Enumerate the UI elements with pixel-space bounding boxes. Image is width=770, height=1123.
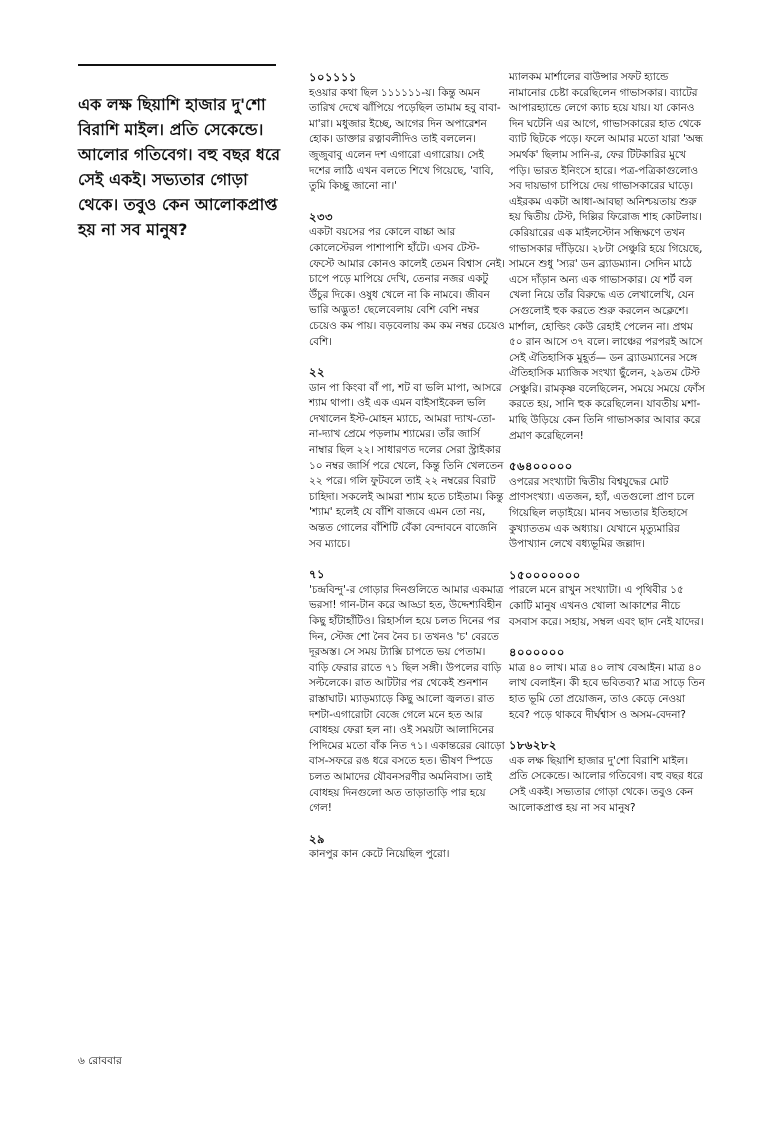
entry-number: ৪০০০০০০ [509,645,565,660]
entry-number: ২২ [309,365,325,380]
entry-text: ওপরের সংখ্যাটা দ্বিতীয় বিশ্বযুদ্ধের মোট প্রাণসংখ্যা। এতজন, হ্যাঁ, এতগুলো প্রাণ চলে গিয়েছিল লড়াইয়ে। মানব সভ্যতার ইতিহাসে কুখ্যাততম এক অধ্যায়। যেখানে মৃত্যুমারির উপাখ্যান লেখে বধ্যভূমির জল্লাদ। [509,475,695,551]
entry-text: ম্যালকম মার্শালের বাউন্সার সফট হ্যান্ডে নামানোর চেষ্টা করেছিলেন গাভাসকার। ব্যাটের আপারহ্যান্ডে লেগে ক্যাচ হয়ে যায়। যা কোনও দিন ঘটেনি এর আগে, গাভাসকারের হাত থেকে ব্যাট ছিটকে পড়ে। ফলে আমার মতো যারা 'অন্ধ সমর্থক' ছিলাম সানি-র, ফের টিটকারির মুখে পড়ি। ভারত ইনিংসে হারে। পত্র-পত্রিকাগুলোও সব দায়ভাগ চাপিয়ে দেয় গাভাসকারের ঘাড়ে। এইরকম একটা আধা-আবছা অনিশ্চয়তায় শুরু হয় দ্বিতীয় টেস্ট, দিল্লির ফিরোজ শাহ কোটলায়। কেরিয়ারের এক মাইলস্টোন সন্ধিক্ষণে তখন গাভাসকার দাঁড়িয়ে। ২৮টা সেঞ্চুরি হয়ে গিয়েছে, সামনে শুধু 'স্যর' ডন ব্র্যাডম্যান। সেদিন মাঠে এসে দাঁড়ান অন্য এক গাভাসকার। যে শর্ট বল খেলা নিয়ে তাঁর বিরুদ্ধে এত লেখালেখি, যেন সেগুলোই হুক করতে শুরু করলেন অক্লেশে। মার্শাল, হোল্ডিং কেউ রেহাই পেলেন না। প্রথম ৫০ রান আসে ৩৭ বলে। লাঞ্চের পরপরই আসে সেই ঐতিহাসিক মুহূর্ত— ডন ব্র্যাডম্যানের সঙ্গে ঐতিহাসিক ম্যাজিক সংখ্যা ছুঁলেন, ২৯তম টেস্ট সেঞ্চুরি। রামকৃষ্ণ বলেছিলেন, সময়ে সময়ে ফোঁস করতে হয়, সানি হুক করেছিলেন। যাবতীয় মশা-মাছি উড়িয়ে কেন তিনি গাভাসকার আবার করে প্রমাণ করেছিলেন! [509,71,705,442]
entry-number: ৫৬৪০০০০০ [509,459,573,474]
entry-71 [309,567,505,817]
article-column-1 [309,70,505,878]
entry-101111 [309,70,505,195]
entry-number: ১০১১১১ [309,70,357,84]
entry-number: ২৯ [309,831,325,846]
entry-56400000 [509,459,705,553]
entry-text: মাত্র ৪০ লাখ। মাত্র ৪০ লাখ বেআইন। মাত্র ৪০ লাখ বেলাইন। কী হবে ভবিতব্য? মাত্র সাড়ে তিন হাত ভূমি তো প্রয়োজন, তাও কেড়ে নেওয়া হবে? পড়ে থাকবে দীর্ঘশ্বাস ও অসম-বেদনা? [509,661,705,721]
pull-quote: এক লক্ষ ছিয়াশি হাজার দু'শো বিরাশি মাইল। প্রতি সেকেন্ডে। আলোর গতিবেগ। বহু বছর ধরে সেই একই। সভ্যতার গোড়া থেকে। তবুও কেন আলোকপ্রাপ্ত হয় না সব মানুষ? [78,95,281,239]
entry-22 [309,365,505,552]
entry-29 [309,832,505,863]
entry-number: ২৩৩ [309,209,333,224]
entry-text: একটা বয়সের পর কোলে বাচ্চা আর কোলেস্টেরল পাশাপাশি হাঁটে। এসব টেস্ট-ফেস্টে আমার কোনও কালেই তেমন বিশ্বাস নেই। চাপে পড়ে মাপিয়ে দেখি, তেনার নজর একটু উঁচুর দিকে। ওষুধ খেলে না কি নামবে। জীবন ভারি অদ্ভুত! ছেলেবেলায় বেশি বেশি নম্বর চেয়েও কম পায়। বড়বেলায় কম কম নম্বর চেয়েও বেশি। [309,226,505,348]
entry-233 [309,210,505,350]
entry-text: ডান পা কিংবা বাঁ পা, শট বা ভলি মাপা, আসরে শ্যাম থাপা। ওই এক এমন বাইসাইকেল ভলি দেখালেন ইস্ট-মোহন ম্যাচে, আমরা দ্যাখ-তো-না-দ্যাখ প্রেমে পড়লাম শ্যামের। তাঁর জার্সি নাম্বার ছিল ২২। সাধারণত দলের সেরা স্ট্রাইকার ১০ নম্বর জার্সি পরে খেলে, কিন্তু তিনি খেলতেন ২২ পরে। গলি ফুটবলে তাই ২২ নম্বরের বিরাট চাহিদা। সকলেই আমরা শ্যাম হতে চাইতাম। কিন্তু 'শ্যাম' হলেই যে বাঁশি বাজবে এমন তো নয়, অন্তত গোলের বাঁশিটি বেঁকা বেন্দাবনে বাজেনি সব ম্যাচে। [309,381,504,550]
entry-186282 [509,738,705,816]
entry-text: কানপুর কান কেটে নিয়েছিল পুরো। [309,848,450,861]
entry-150000000 [509,568,705,630]
entry-number: ১৫০০০০০০০ [509,567,581,582]
top-rule [78,64,276,66]
entry-number: ১৮৬২৮২ [509,738,557,753]
entry-29-continued [509,70,705,444]
entry-4000000 [509,645,705,723]
entry-text: এক লক্ষ ছিয়াশি হাজার দু'শো বিরাশি মাইল। প্রতি সেকেন্ডে। আলোর গতিবেগ। বহু বছর ধরে সেই একই। সভ্যতার গোড়া থেকে। তবুও কেন আলোকপ্রাপ্ত হয় না সব মানুষ? [509,754,703,814]
entry-text: হওয়ার কথা ছিল ১১১১১১-য়। কিন্তু অমন তারিখ দেখে ঝাঁপিয়ে পড়েছিল তামাম হবু বাবা-মা'রা। মধুজার ইচ্ছে, আগের দিন অপারেশন হোক। ডাক্তার রত্নাবলীদিও তাই বললেন। জুজুবাবু এলেন দশ এগারো এগারোয়। সেই দশের লাঠি এখন বলতে শিখে গিয়েছে, 'বাবি, তুমি কিচ্ছু জানো না।' [309,86,501,193]
entry-number: ৭১ [309,567,325,582]
page-footer: ৬ রোববার [78,1055,122,1067]
entry-text: 'চন্দ্রবিন্দু'-র গোড়ার দিনগুলিতে আমার একমাত্র ভরসা! গান-টান করে আড্ডা হত, উদ্দেশ্যবিহীন কিছু হাঁটাহাঁটিও। রিহার্সাল হয়ে চলত দিনের পর দিন, স্টেজ শো নৈব নৈব চ। তখনও 'চ' বেরতে দূরঅস্ত। সে সময় ট্যাক্সি চাপতে ভয় পেতাম। বাড়ি ফেরার রাতে ৭১ ছিল সঙ্গী। উপলের বাড়ি সল্টলেকে। রাত আটটার পর থেকেই শুনশান রাস্তাঘাট। ম্যাড়ম্যাড়ে কিছু আলো জ্বলত। রাত দশটা-এগারোটা বেজে গেলে মনে হত আর বোধহয় ফেরা হল না। ওই সময়টা আলাদিনের পিদিমের মতো বাঁক নিত ৭১। একান্তরের ঝোড়ো বাস-সফরে রঙ ধরে বসতে হত। ভীষণ স্পিডে চলত আমাদের যৌবনসরণীর অমনিবাস। তাই বোধহয় দিনগুলো অত তাড়াতাড়ি পার হয়ে গেল! [309,583,505,815]
article-column-2 [509,70,705,831]
entry-text: পারলে মনে রাখুন সংখ্যাটা। এ পৃথিবীর ১৫ কোটি মানুষ এখনও খোলা আকাশের নীচে বসবাস করে। সহায়, সম্বল এবং ছাদ নেই যাদের। [509,584,704,628]
